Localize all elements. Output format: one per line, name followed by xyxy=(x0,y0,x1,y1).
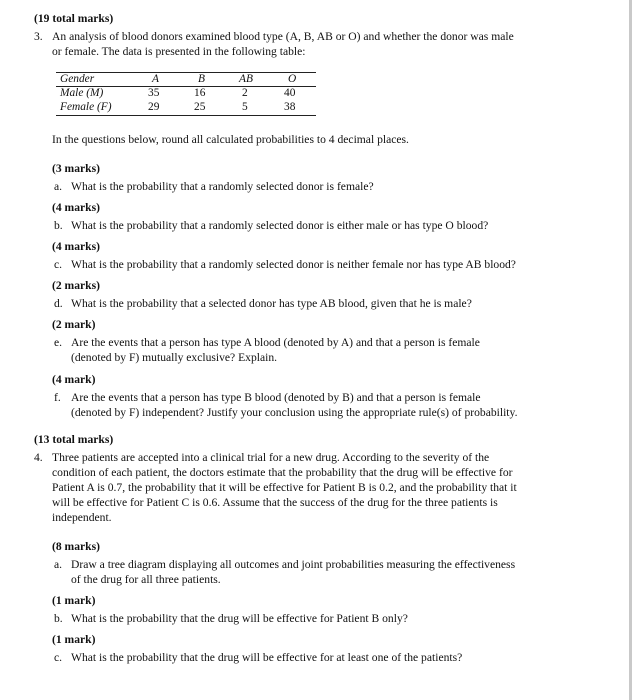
q3f-marks: (4 mark) xyxy=(52,373,96,386)
q4b-marks: (1 mark) xyxy=(52,594,96,607)
q3b-marks: (4 marks) xyxy=(52,201,100,214)
table-cell-female-ab: 5 xyxy=(242,101,248,113)
q3c-question: What is the probability that a randomly selected donor is neither female nor has type AB blood? xyxy=(71,258,516,271)
table-bottom-rule xyxy=(56,115,316,116)
table-cell-female-o: 38 xyxy=(284,101,296,113)
table-cell-female-b: 25 xyxy=(194,101,206,113)
q3d-letter: d. xyxy=(54,297,63,310)
q4a-letter: a. xyxy=(54,558,63,571)
q3d-marks: (2 marks) xyxy=(52,279,100,292)
q3e-marks: (2 mark) xyxy=(52,318,96,331)
q4-intro-line-5: independent. xyxy=(52,511,112,524)
q4a-marks: (8 marks) xyxy=(52,540,100,553)
q3-total-marks: (19 total marks) xyxy=(34,12,114,25)
q3-number: 3. xyxy=(34,30,43,43)
table-header-rule xyxy=(56,72,316,87)
q3a-marks: (3 marks) xyxy=(52,162,100,175)
q3b-letter: b. xyxy=(54,219,63,232)
table-cell-male-o: 40 xyxy=(284,87,296,99)
table-header-gender: Gender xyxy=(60,73,95,85)
table-row-label-male: Male (M) xyxy=(60,87,104,99)
table-cell-male-b: 16 xyxy=(194,87,206,99)
q4b-question: What is the probability that the drug will be effective for Patient B only? xyxy=(71,612,408,625)
q3-intro-line-1: An analysis of blood donors examined blood type (A, B, AB or O) and whether the donor was male xyxy=(52,30,514,43)
table-header-a: A xyxy=(152,73,159,85)
table-cell-female-a: 29 xyxy=(148,101,160,113)
table-header-o: O xyxy=(288,73,297,85)
q4c-letter: c. xyxy=(54,651,63,664)
q3c-marks: (4 marks) xyxy=(52,240,100,253)
q4-total-marks: (13 total marks) xyxy=(34,433,114,446)
q3f-question-line-2: (denoted by F) independent? Justify your conclusion using the appropriate rule(s) of probability. xyxy=(71,406,518,419)
q3d-question: What is the probability that a selected donor has type AB blood, given that he is male? xyxy=(71,297,472,310)
q3c-letter: c. xyxy=(54,258,63,271)
table-cell-male-ab: 2 xyxy=(242,87,248,99)
q3e-question-line-2: (denoted by F) mutually exclusive? Explain. xyxy=(71,351,278,364)
q3e-letter: e. xyxy=(54,336,63,349)
q4-intro-line-3: Patient A is 0.7, the probability that it will be effective for Patient B is 0.2, and the probability that it xyxy=(52,481,517,494)
table-cell-male-a: 35 xyxy=(148,87,160,99)
q4b-letter: b. xyxy=(54,612,63,625)
table-row-label-female: Female (F) xyxy=(60,101,112,113)
q4a-question-line-1: Draw a tree diagram displaying all outcomes and joint probabilities measuring the effectiveness xyxy=(71,558,516,571)
q4-intro-line-2: condition of each patient, the doctors estimate that the probability that the drug will be effective for xyxy=(52,466,513,479)
table-header-b: B xyxy=(198,73,205,85)
q4a-question-line-2: of the drug for all three patients. xyxy=(71,573,221,586)
q4-intro-line-4: will be effective for Patient C is 0.6. Assume that the success of the drug for the three patients is xyxy=(52,496,498,509)
rounding-note: In the questions below, round all calculated probabilities to 4 decimal places. xyxy=(52,133,409,146)
q3b-question: What is the probability that a randomly selected donor is either male or has type O blood? xyxy=(71,219,489,232)
q3-intro-line-2: or female. The data is presented in the following table: xyxy=(52,45,306,58)
q4-intro-line-1: Three patients are accepted into a clinical trial for a new drug. According to the severity of the xyxy=(52,451,490,464)
q3f-letter: f. xyxy=(54,391,61,404)
q3a-letter: a. xyxy=(54,180,63,193)
table-header-ab: AB xyxy=(239,73,253,85)
q4c-question: What is the probability that the drug will be effective for at least one of the patients? xyxy=(71,651,463,664)
q3f-question-line-1: Are the events that a person has type B blood (denoted by B) and that a person is female xyxy=(71,391,481,404)
q4c-marks: (1 mark) xyxy=(52,633,96,646)
q4-number: 4. xyxy=(34,451,43,464)
q3a-question: What is the probability that a randomly selected donor is female? xyxy=(71,180,374,193)
q3e-question-line-1: Are the events that a person has type A blood (denoted by A) and that a person is female xyxy=(71,336,480,349)
